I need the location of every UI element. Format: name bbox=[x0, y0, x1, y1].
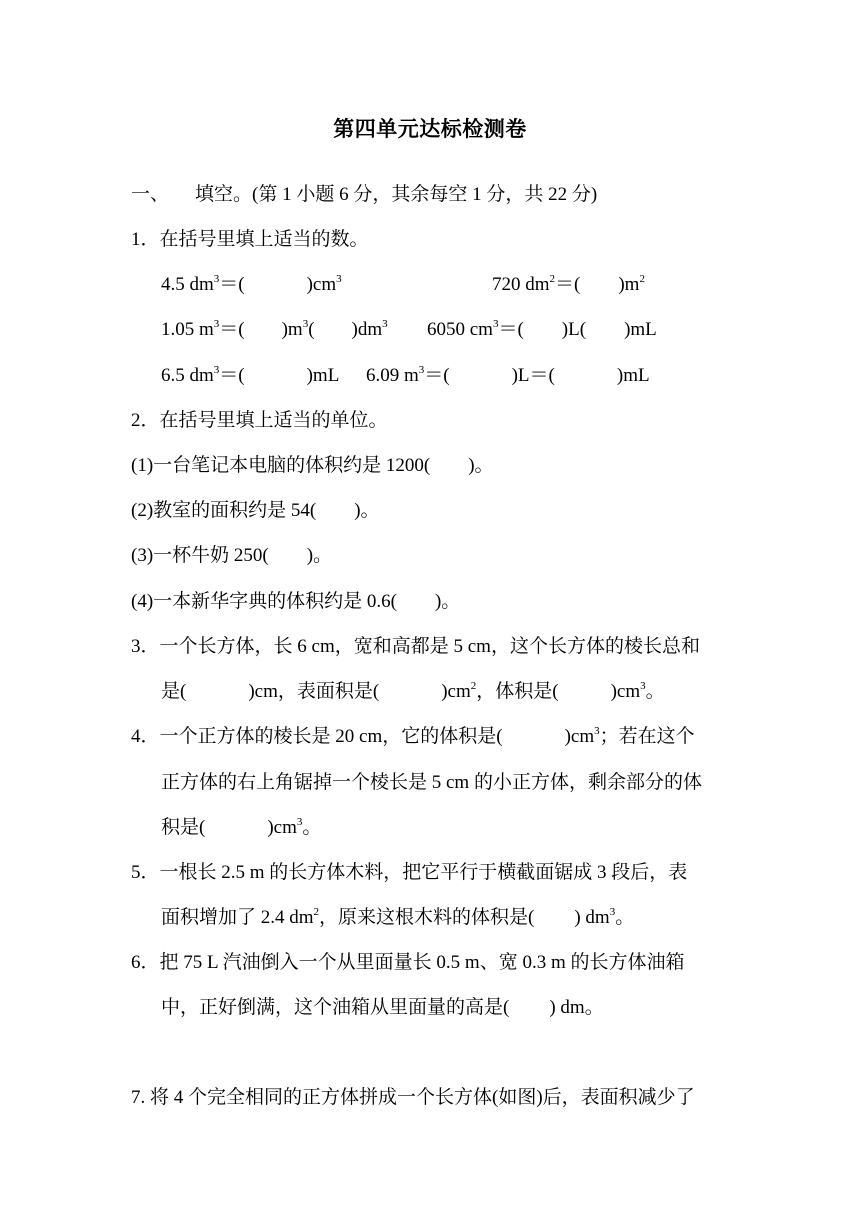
q1-row1-left: 4.5 $dm^3=$( )$cm^3$ bbox=[161, 273, 342, 295]
q1-row2-left: 1.05 $m^3=$( )$m^3$( )$dm^3$ bbox=[161, 318, 388, 340]
section-heading-text: 填空。(第 1 小题 6 分，其余每空 1 分，共 22 分) bbox=[195, 184, 598, 205]
question-4-line3: 积是( )$cm^3$。 bbox=[161, 816, 322, 838]
section-marker: 一、 bbox=[131, 184, 170, 205]
question-5-line2: 面积增加了 2.4 $dm^2$，原来这根木料的体积是( ) $dm^3$。 bbox=[161, 906, 635, 928]
q2-item-3: (3)一杯牛奶 250( )。 bbox=[131, 545, 333, 566]
q1-row3-left: 6.5 $dm^3=$( )mL bbox=[161, 364, 340, 386]
question-6-line2: 中，正好倒满，这个油箱从里面量的高是( ) dm。 bbox=[161, 997, 604, 1018]
section-heading bbox=[131, 183, 597, 207]
question-6-line1: 6．把 75 L 汽油倒入一个从里面量长 0.5 m、宽 0.3 m 的长方体油箱 bbox=[131, 952, 685, 973]
q2-item-4: (4)一本新华字典的体积约是 0.6( )。 bbox=[131, 591, 461, 612]
question-7-line1: 7. 将 4 个完全相同的正方体拼成一个长方体(如图)后，表面积减少了 bbox=[131, 1087, 695, 1108]
question-5-line1: 5．一根长 2.5 m 的长方体木料，把它平行于横截面锯成 3 段后，表 bbox=[131, 862, 688, 883]
q2-item-2: (2)教室的面积约是 54( )。 bbox=[131, 500, 380, 521]
question-4-line2: 正方体的右上角锯掉一个棱长是 5 cm 的小正方体，剩余部分的体 bbox=[161, 772, 702, 793]
q2-item-1: (1)一台笔记本电脑的体积约是 1200( )。 bbox=[131, 455, 494, 476]
question-1-stem: 1．在括号里填上适当的数。 bbox=[131, 229, 369, 250]
q1-row3-right: 6.09 $m^3=$( )L＝( )mL bbox=[366, 364, 650, 386]
q1-row1-right: 720 $dm^2=$( )$m^2$ bbox=[492, 273, 645, 295]
question-2-stem: 2．在括号里填上适当的单位。 bbox=[131, 410, 388, 431]
question-3-line1: 3．一个长方体，长 6 cm，宽和高都是 5 cm，这个长方体的棱长总和 bbox=[131, 636, 700, 657]
page-title: 第四单元达标检测卷 bbox=[333, 117, 527, 141]
question-3-line2: 是( )cm，表面积是( )$cm^2$，体积是( )$cm^3$。 bbox=[161, 680, 665, 702]
q1-row2-right: 6050 $cm^3=$( )L( )mL bbox=[427, 318, 657, 340]
question-4-line1: 4．一个正方体的棱长是 20 cm，它的体积是( )$cm^3$；若在这个 bbox=[131, 725, 695, 747]
